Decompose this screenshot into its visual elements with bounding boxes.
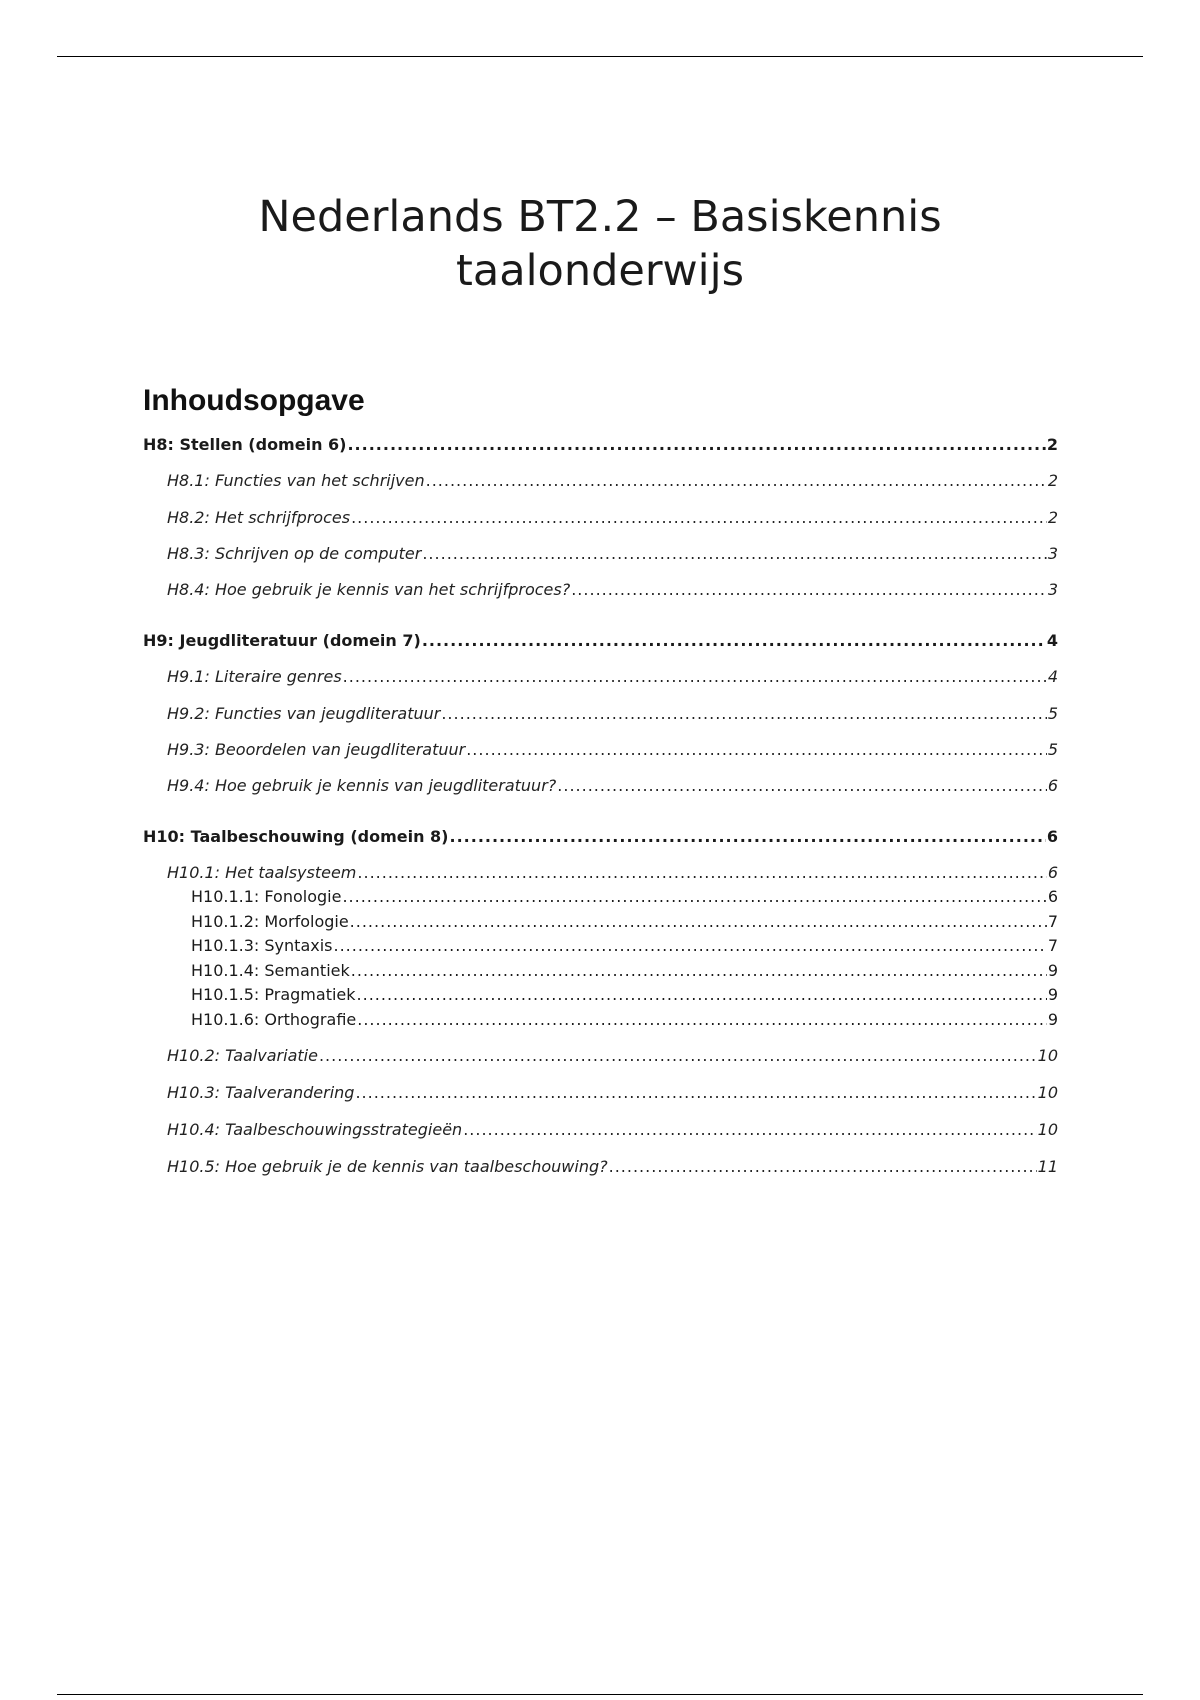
toc-dot-leader [351, 507, 1047, 529]
toc-entry-page-number: 6 [1047, 863, 1058, 882]
toc-entry-level-1[interactable] [143, 434, 1058, 456]
toc-entry-page-number: 3 [1047, 544, 1058, 563]
toc-entry-page-number: 5 [1047, 740, 1058, 759]
toc-entry-page-number: 2 [1047, 471, 1058, 490]
toc-entry-page-number: 4 [1047, 667, 1058, 686]
toc-entry-level-2[interactable] [167, 862, 1058, 884]
toc-entry-label: H10.5: Hoe gebruik je de kennis van taalbeschouwing? [167, 1157, 608, 1176]
toc-entry-label: H10.1.4: Semantiek [191, 961, 350, 980]
toc-dot-leader [347, 434, 1045, 456]
toc-dot-leader [343, 666, 1047, 688]
toc-entry-page-number: 6 [1047, 887, 1058, 906]
toc-dot-leader [319, 1045, 1037, 1067]
toc-entry-level-2[interactable] [167, 1045, 1058, 1067]
document-title-line-2: taalonderwijs [456, 246, 744, 296]
toc-entry-page-number: 5 [1047, 704, 1058, 723]
toc-heading: Inhoudsopgave [143, 384, 365, 417]
toc-entry-level-1[interactable] [143, 630, 1058, 652]
toc-entry-label: H10.2: Taalvariatie [167, 1046, 318, 1065]
toc-entry-page-number: 4 [1046, 631, 1058, 650]
toc-entry-label: H9: Jeugdliteratuur (domein 7) [143, 631, 421, 650]
toc-entry-page-number: 9 [1047, 985, 1058, 1004]
toc-entry-level-2[interactable] [167, 470, 1058, 492]
header-rule [57, 56, 1143, 57]
toc-entry-level-3[interactable] [191, 886, 1058, 908]
toc-dot-leader [557, 775, 1047, 797]
toc-entry-label: H9.4: Hoe gebruik je kennis van jeugdliteratuur? [167, 776, 557, 795]
toc-entry-label: H9.1: Literaire genres [167, 667, 342, 686]
toc-dot-leader [342, 886, 1046, 908]
toc-dot-leader [422, 630, 1046, 652]
toc-entry-label: H10.4: Taalbeschouwingsstrategieën [167, 1120, 463, 1139]
toc-entry-level-2[interactable] [167, 775, 1058, 797]
toc-entry-page-number: 10 [1037, 1046, 1058, 1065]
toc-entry-level-2[interactable] [167, 739, 1058, 761]
toc-dot-leader [426, 470, 1047, 492]
toc-entry-level-3[interactable] [191, 984, 1058, 1006]
toc-dot-leader [441, 703, 1046, 725]
toc-entry-label: H10.1.3: Syntaxis [191, 936, 333, 955]
toc-entry-page-number: 9 [1047, 961, 1058, 980]
toc-entry-page-number: 6 [1046, 827, 1058, 846]
toc-entry-label: H9.3: Beoordelen van jeugdliteratuur [167, 740, 466, 759]
toc-entry-page-number: 10 [1037, 1120, 1058, 1139]
toc-entry-label: H10.1.5: Pragmatiek [191, 985, 356, 1004]
toc-dot-leader [609, 1156, 1037, 1178]
toc-entry-label: H8.3: Schrijven op de computer [167, 544, 422, 563]
toc-entry-page-number: 11 [1037, 1157, 1058, 1176]
toc-entry-level-2[interactable] [167, 703, 1058, 725]
toc-entry-level-2[interactable] [167, 1082, 1058, 1104]
document-title-line-1: Nederlands BT2.2 – Basiskennis [258, 192, 942, 242]
toc-entry-level-3[interactable] [191, 1009, 1058, 1031]
toc-entry-page-number: 9 [1047, 1010, 1058, 1029]
toc-entry-level-2[interactable] [167, 507, 1058, 529]
toc-entry-label: H10.1.6: Orthografie [191, 1010, 357, 1029]
toc-entry-level-3[interactable] [191, 935, 1058, 957]
toc-dot-leader [350, 911, 1047, 933]
toc-dot-leader [450, 826, 1046, 848]
toc-entry-label: H8.4: Hoe gebruik je kennis van het schrijfproces? [167, 580, 571, 599]
toc-entry-page-number: 10 [1037, 1083, 1058, 1102]
toc-dot-leader [463, 1119, 1036, 1141]
toc-dot-leader [357, 862, 1046, 884]
toc-dot-leader [466, 739, 1047, 761]
toc-entry-level-3[interactable] [191, 960, 1058, 982]
toc-dot-leader [351, 960, 1047, 982]
toc-entry-level-1[interactable] [143, 826, 1058, 848]
toc-entry-level-2[interactable] [167, 1156, 1058, 1178]
toc-dot-leader [357, 1009, 1047, 1031]
toc-entry-level-2[interactable] [167, 666, 1058, 688]
toc-entry-label: H10: Taalbeschouwing (domein 8) [143, 827, 449, 846]
toc-dot-leader [355, 1082, 1036, 1104]
toc-dot-leader [571, 579, 1047, 601]
toc-entry-label: H10.1.1: Fonologie [191, 887, 342, 906]
toc-entry-label: H8.1: Functies van het schrijven [167, 471, 425, 490]
toc-entry-page-number: 6 [1047, 776, 1058, 795]
toc-entry-page-number: 7 [1047, 912, 1058, 931]
toc-entry-label: H9.2: Functies van jeugdliteratuur [167, 704, 441, 723]
toc-entry-level-2[interactable] [167, 579, 1058, 601]
document-title [0, 190, 1200, 298]
toc-entry-page-number: 2 [1047, 508, 1058, 527]
toc-dot-leader [334, 935, 1047, 957]
toc-entry-page-number: 2 [1046, 435, 1058, 454]
toc-entry-page-number: 3 [1047, 580, 1058, 599]
toc-entry-level-2[interactable] [167, 1119, 1058, 1141]
toc-dot-leader [422, 543, 1046, 565]
toc-entry-label: H8.2: Het schrijfproces [167, 508, 351, 527]
toc-entry-level-2[interactable] [167, 543, 1058, 565]
toc-entry-label: H10.3: Taalverandering [167, 1083, 355, 1102]
toc-entry-page-number: 7 [1047, 936, 1058, 955]
footer-rule [57, 1694, 1143, 1695]
toc-entry-label: H10.1.2: Morfologie [191, 912, 349, 931]
toc-entry-level-3[interactable] [191, 911, 1058, 933]
toc-dot-leader [357, 984, 1047, 1006]
toc-entry-label: H10.1: Het taalsysteem [167, 863, 357, 882]
toc-entry-label: H8: Stellen (domein 6) [143, 435, 347, 454]
